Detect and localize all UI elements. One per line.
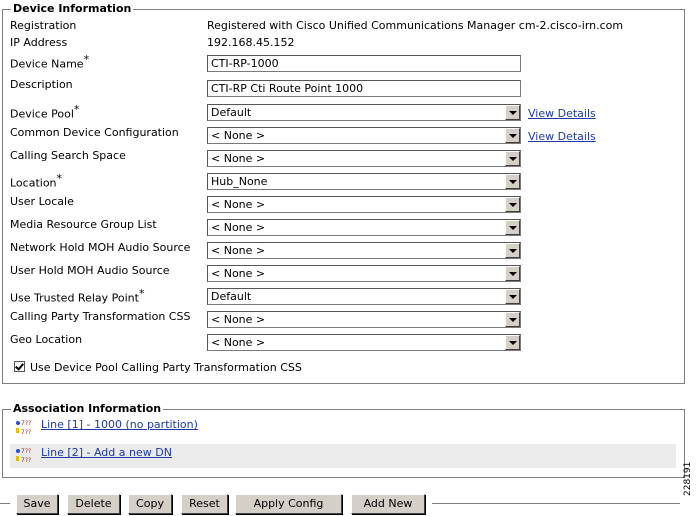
required-marker: * <box>138 287 145 300</box>
svg-text:7??: 7?? <box>21 429 32 435</box>
description-label: Description <box>10 78 73 91</box>
device-pool-label: Device Pool* <box>10 103 80 121</box>
user-hold-moh-label: User Hold MOH Audio Source <box>10 264 170 277</box>
required-marker: * <box>83 53 90 66</box>
calling-search-space-label: Calling Search Space <box>10 149 126 162</box>
required-marker: * <box>73 103 80 116</box>
trusted-relay-point-select[interactable] <box>207 288 521 305</box>
description-input[interactable]: CTI-RP Cti Route Point 1000 <box>207 80 521 97</box>
geo-location-value: < None > <box>211 336 266 349</box>
line-2-link[interactable]: Line [2] - Add a new DN <box>41 446 172 459</box>
toolbar-divider <box>0 503 10 504</box>
user-locale-value: < None > <box>211 198 266 211</box>
calling-party-transformation-css-select[interactable] <box>207 311 521 328</box>
apply-config-button[interactable]: Apply Config <box>235 494 342 514</box>
toolbar-divider <box>432 503 680 504</box>
copy-button[interactable]: Copy <box>128 494 172 514</box>
user-locale-label: User Locale <box>10 195 74 208</box>
chevron-down-icon[interactable] <box>505 197 520 212</box>
device-information-legend: Device Information <box>13 2 132 15</box>
device-name-label: Device Name* <box>10 53 90 71</box>
chevron-down-icon[interactable] <box>505 289 520 304</box>
ip-address-label: IP Address <box>10 36 68 49</box>
chevron-down-icon[interactable] <box>505 220 520 235</box>
user-locale-select[interactable] <box>207 196 521 213</box>
svg-text:7??: 7?? <box>21 457 32 463</box>
trusted-relay-point-value: Default <box>211 290 252 303</box>
calling-party-transformation-css-value: < None > <box>211 313 266 326</box>
phone-line-icon <box>16 419 38 435</box>
geo-location-label: Geo Location <box>10 333 83 346</box>
location-label: Location* <box>10 172 63 190</box>
add-new-button[interactable]: Add New <box>351 494 425 514</box>
media-resource-group-list-value: < None > <box>211 221 266 234</box>
svg-text:7??: 7?? <box>21 420 32 427</box>
chevron-down-icon[interactable] <box>505 174 520 189</box>
chevron-down-icon[interactable] <box>505 266 520 281</box>
location-value: Hub_None <box>211 175 268 188</box>
ip-address-value: 192.168.45.152 <box>207 36 295 49</box>
use-device-pool-cpt-css-label: Use Device Pool Calling Party Transformation CSS <box>30 361 302 374</box>
calling-party-transformation-css-label: Calling Party Transformation CSS <box>10 310 191 323</box>
chevron-down-icon[interactable] <box>505 128 520 143</box>
media-resource-group-list-select[interactable] <box>207 219 521 236</box>
use-device-pool-cpt-css-checkbox[interactable] <box>14 361 25 372</box>
device-name-input[interactable]: CTI-RP-1000 <box>207 55 521 72</box>
registration-value: Registered with Cisco Unified Communications Manager cm-2.cisco-irn.com <box>207 19 624 32</box>
trusted-relay-point-label: Use Trusted Relay Point* <box>10 287 145 305</box>
association-line-row <box>10 444 676 468</box>
geo-location-select[interactable] <box>207 334 521 351</box>
chevron-down-icon[interactable] <box>505 105 520 120</box>
device-pool-select[interactable] <box>207 104 521 121</box>
device-pool-view-details-link[interactable]: View Details <box>528 107 596 120</box>
chevron-down-icon[interactable] <box>505 243 520 258</box>
line-1-link[interactable]: Line [1] - 1000 (no partition) <box>41 418 198 431</box>
calling-search-space-value: < None > <box>211 152 266 165</box>
media-resource-group-list-label: Media Resource Group List <box>10 218 157 231</box>
phone-line-icon <box>16 447 38 463</box>
network-hold-moh-value: < None > <box>211 244 266 257</box>
figure-id: 228191 <box>683 461 693 496</box>
calling-search-space-select[interactable] <box>207 150 521 167</box>
device-pool-value: Default <box>211 106 252 119</box>
network-hold-moh-select[interactable] <box>207 242 521 259</box>
save-button[interactable]: Save <box>16 494 58 514</box>
user-hold-moh-value: < None > <box>211 267 266 280</box>
association-information-legend: Association Information <box>13 402 162 415</box>
required-marker: * <box>56 172 63 185</box>
association-line-row <box>10 416 676 438</box>
location-select[interactable] <box>207 173 521 190</box>
chevron-down-icon[interactable] <box>505 335 520 350</box>
delete-button[interactable]: Delete <box>67 494 120 514</box>
reset-button[interactable]: Reset <box>181 494 228 514</box>
chevron-down-icon[interactable] <box>505 312 520 327</box>
common-config-view-details-link[interactable]: View Details <box>528 130 596 143</box>
common-device-configuration-value: < None > <box>211 129 266 142</box>
svg-text:7??: 7?? <box>21 448 32 455</box>
common-device-configuration-select[interactable] <box>207 127 521 144</box>
chevron-down-icon[interactable] <box>505 151 520 166</box>
common-device-configuration-label: Common Device Configuration <box>10 126 179 139</box>
registration-label: Registration <box>10 19 77 32</box>
network-hold-moh-label: Network Hold MOH Audio Source <box>10 241 191 254</box>
user-hold-moh-select[interactable] <box>207 265 521 282</box>
